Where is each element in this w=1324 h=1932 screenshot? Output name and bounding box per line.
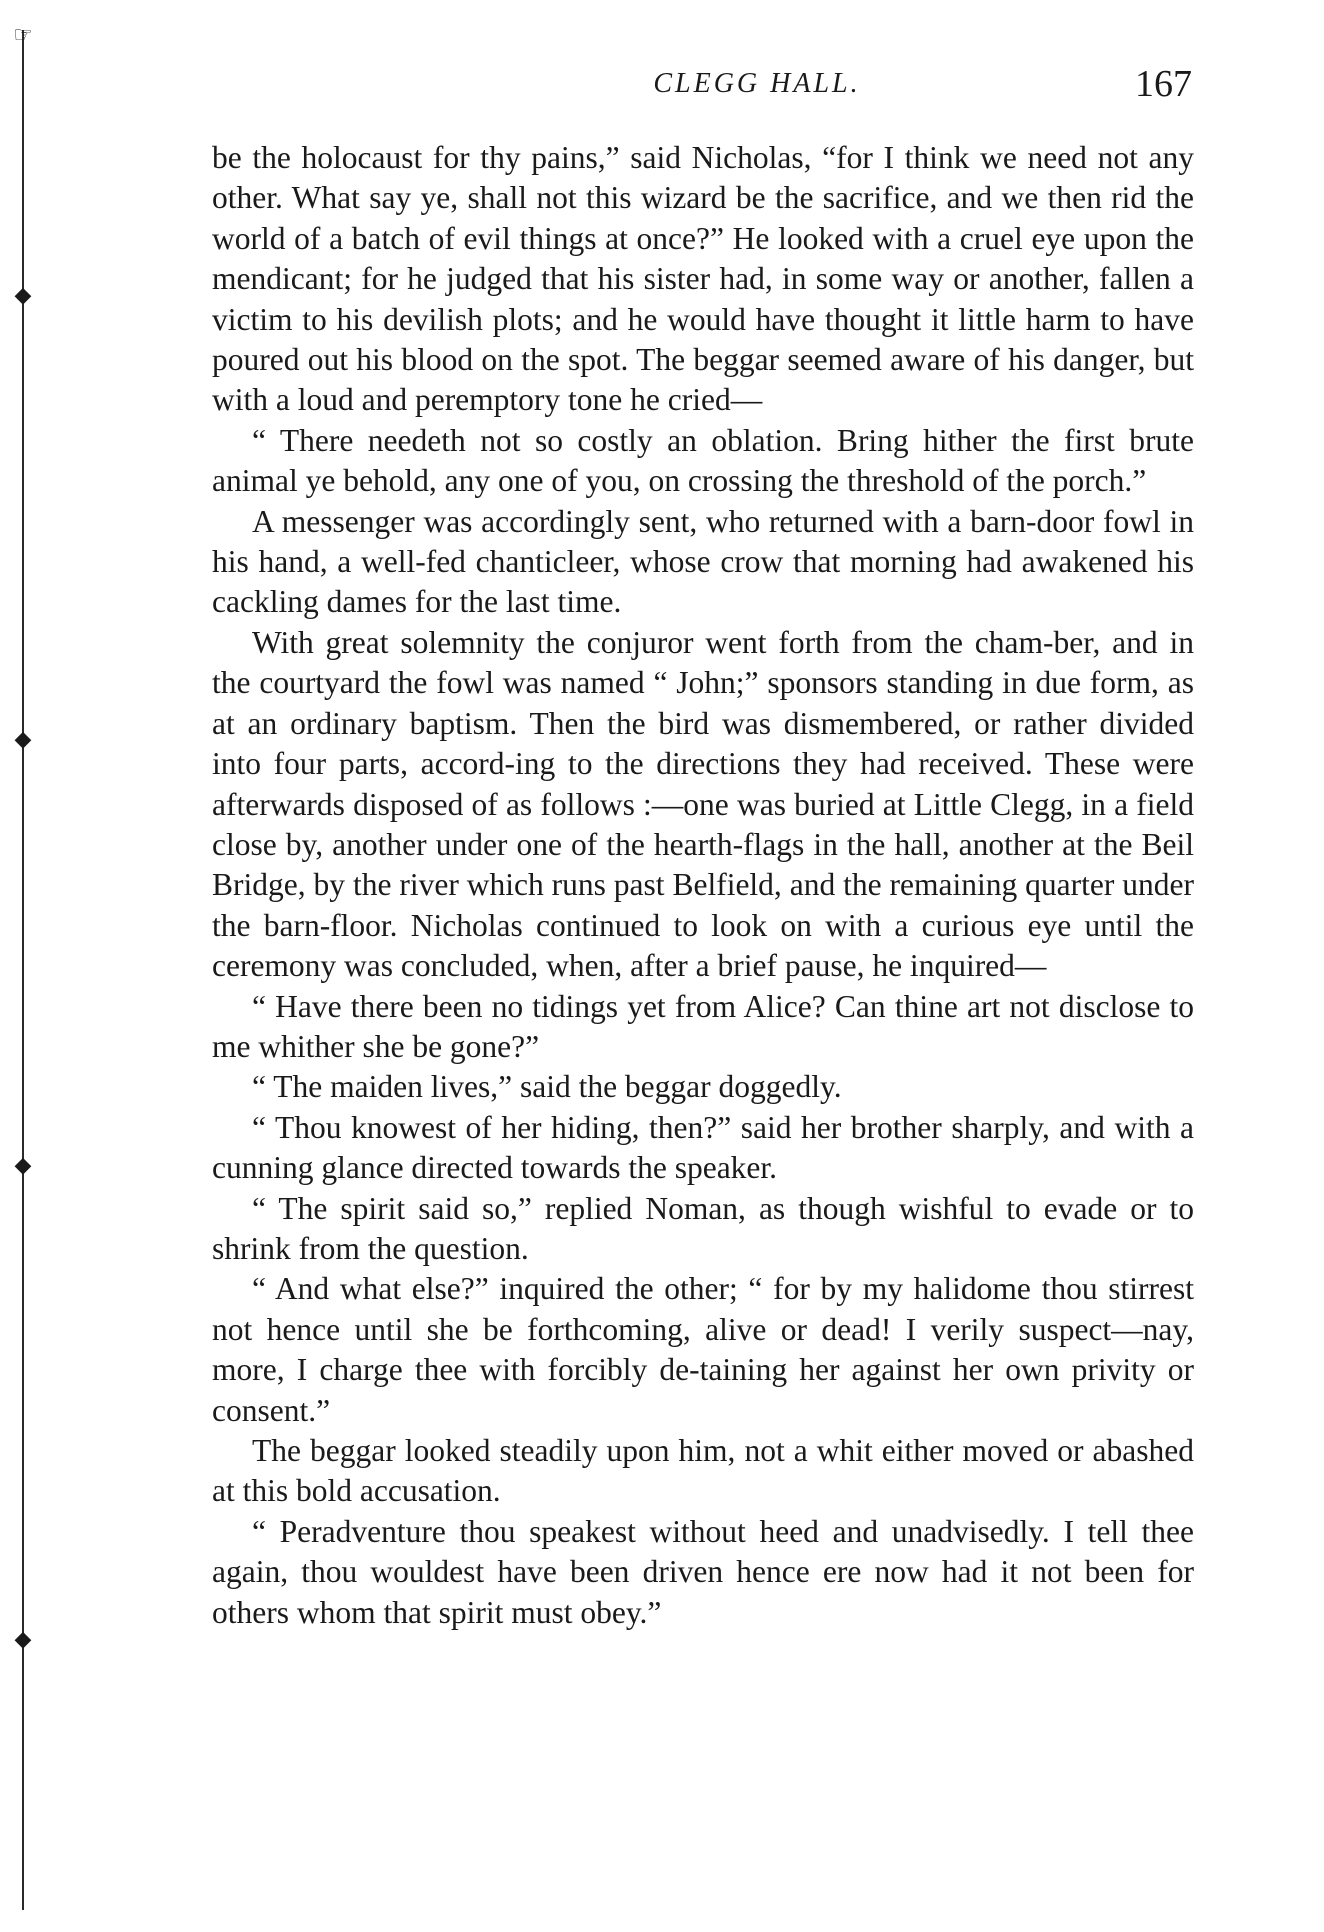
running-head: CLEGG HALL. [653, 68, 861, 99]
binding-notch-icon: ◆ [14, 1626, 32, 1651]
paragraph: “ The spirit said so,” replied Noman, as though wishful to evade or to shrink from the question. [212, 1190, 1194, 1266]
binding-notch-icon: ◆ [14, 1152, 32, 1177]
page-header [212, 62, 1192, 112]
paragraph: “ Peradventure thou speakest without heed and unadvisedly. I tell thee again, thou wouldest have been driven hence ere now had it not been for others whom that spirit must obey.” [212, 1513, 1194, 1630]
binding-notch-icon: ☞ [13, 22, 33, 47]
paragraph: “ Have there been no tidings yet from Alice? Can thine art not disclose to me whither she be gone?” [212, 988, 1194, 1064]
paragraph: The beggar looked steadily upon him, not a whit either moved or abashed at this bold accusation. [212, 1433, 1194, 1509]
paragraph: With great solemnity the conjuror went forth from the cham-ber, and in the courtyard the fowl was named “ John;” sponsors standing in due form, as at an ordinary baptism. Then the bird was dismembered, or rather divided into four parts, accord-ing to the directions they had received. These were afterwards disposed of as follows :—one was buried at Little Clegg, in a field close by, another under one of the hearth-flags in the hall, another at the Beil Bridge, by the river which runs past Belfield, and the remaining quarter under the barn-floor. Nicholas continued to look on with a curious eye until the ceremony was concluded, when, after a brief pause, he inquired— [212, 624, 1194, 984]
body-text [212, 138, 1194, 1633]
paragraph: “ And what else?” inquired the other; “ for by my halidome thou stirrest not hence until she be forthcoming, alive or dead! I verily suspect—nay, more, I charge thee with forcibly de-taining her against her own privity or consent.” [212, 1271, 1194, 1428]
binding-notch-icon: ◆ [14, 726, 32, 751]
paragraph: “ The maiden lives,” said the beggar doggedly. [252, 1069, 842, 1105]
page-number: 167 [1135, 63, 1192, 105]
paragraph: “ Thou knowest of her hiding, then?” said her brother sharply, and with a cunning glance directed towards the speaker. [212, 1109, 1194, 1186]
paragraph: “ There needeth not so costly an oblation. Bring hither the first brute animal ye behold, any one of you, on crossing the threshold of the porch.” [212, 422, 1194, 499]
paragraph: be the holocaust for thy pains,” said Nicholas, “for I think we need not any other. What say ye, shall not this wizard be the sacrifice, and we then rid the world of a batch of evil things at once?” He looked with a cruel eye upon the mendicant; for he judged that his sister had, in some way or another, fallen a victim to his devilish plots; and he would have thought it little harm to have poured out his blood on the spot. The beggar seemed aware of his danger, but with a loud and peremptory tone he cried— [212, 140, 1194, 418]
binding-notch-icon: ◆ [14, 282, 32, 307]
paragraph: A messenger was accordingly sent, who returned with a barn-door fowl in his hand, a well-fed chanticleer, whose crow that morning had awakened his cackling dames for the last time. [212, 503, 1194, 620]
